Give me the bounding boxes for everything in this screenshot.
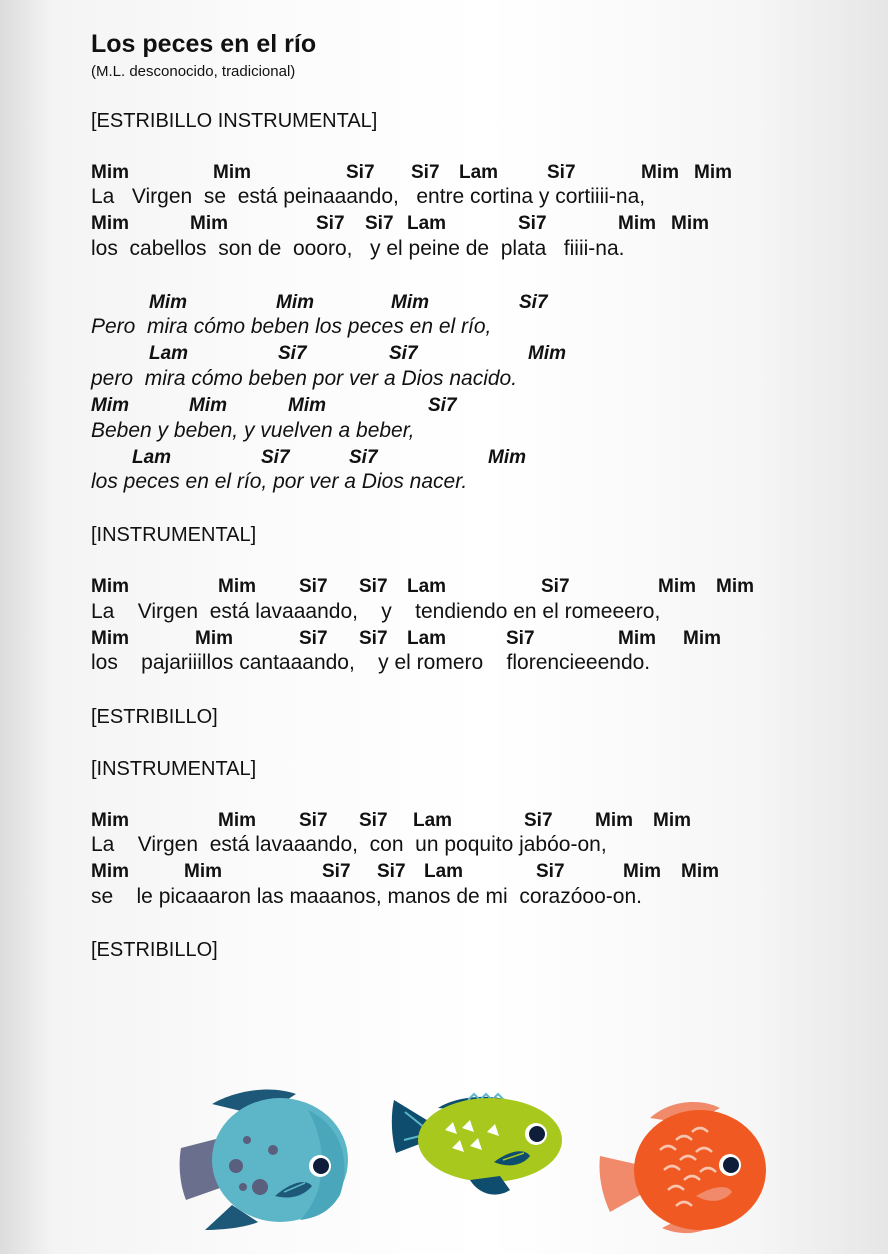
chord: Si7 — [359, 810, 388, 831]
verse1-lyric-1: La Virgen se está peinaaando, entre cortina y cortiiii-na, — [91, 185, 646, 208]
chord: Si7 — [261, 447, 290, 468]
chord: Mim — [91, 162, 129, 183]
chorus-lyric-1: Pero mira cómo beben los peces en el río, — [91, 315, 492, 338]
chord: Si7 — [346, 162, 375, 183]
verse2-chord-line-2 — [91, 628, 871, 650]
chord: Mim — [681, 861, 719, 882]
chord: Mim — [91, 861, 129, 882]
verse1-lyric-2: los cabellos son de oooro, y el peine de plata fiiii-na. — [91, 237, 625, 260]
chord: Mim — [641, 162, 679, 183]
section-instrumental: [INSTRUMENTAL] — [91, 524, 257, 546]
chord: Lam — [407, 576, 447, 597]
chorus-chord-line-4 — [91, 447, 871, 469]
chord: Si7 — [316, 213, 345, 234]
chord: Mim — [288, 395, 326, 416]
section-estribillo: [ESTRIBILLO] — [91, 706, 218, 728]
chord: Si7 — [506, 628, 535, 649]
verse2-chord-line-1 — [91, 576, 871, 598]
verse3-lyric-2: se le picaaaron las maaanos, manos de mi corazóoo-on. — [91, 885, 642, 908]
chorus-chord-line-3 — [91, 395, 871, 417]
green-fish-icon — [392, 1094, 562, 1195]
chorus-lyric-2: pero mira cómo beben por ver a Dios nacido. — [91, 367, 518, 390]
chorus-chord-line-1 — [91, 292, 871, 314]
chord: Si7 — [389, 343, 418, 364]
chord: Lam — [132, 447, 172, 468]
chord: Mim — [190, 213, 228, 234]
chord: Mim — [716, 576, 754, 597]
verse2-lyric-2: los pajariiillos cantaaando, y el romero florencieeendo. — [91, 651, 651, 674]
chorus-lyric-3: Beben y beben, y vuelven a beber, — [91, 419, 415, 442]
chord: Si7 — [377, 861, 406, 882]
chord: Mim — [91, 213, 129, 234]
chord: Si7 — [518, 213, 547, 234]
chord: Si7 — [536, 861, 565, 882]
section-estribillo-2: [ESTRIBILLO] — [91, 939, 218, 961]
chord: Si7 — [519, 292, 548, 313]
chord: Mim — [184, 861, 222, 882]
chord: Mim — [658, 576, 696, 597]
chord: Mim — [653, 810, 691, 831]
chord: Lam — [149, 343, 189, 364]
chord: Mim — [623, 861, 661, 882]
chord: Mim — [595, 810, 633, 831]
chord: Si7 — [365, 213, 394, 234]
chord: Lam — [407, 628, 447, 649]
song-subtitle: (M.L. desconocido, tradicional) — [91, 63, 296, 80]
orange-fish-icon — [599, 1102, 766, 1233]
chorus-chord-line-2 — [91, 343, 871, 365]
section-estribillo-instrumental: [ESTRIBILLO INSTRUMENTAL] — [91, 110, 378, 132]
chord: Si7 — [349, 447, 378, 468]
chord: Mim — [213, 162, 251, 183]
chord: Mim — [218, 576, 256, 597]
verse3-chord-line-1 — [91, 810, 871, 832]
chord: Si7 — [541, 576, 570, 597]
chord: Mim — [391, 292, 429, 313]
verse1-chord-line-1 — [91, 162, 871, 184]
chorus-lyric-4: los peces en el río, por ver a Dios nacer. — [91, 470, 468, 493]
verse2-lyric-1: La Virgen está lavaaando, y tendiendo en el romeeero, — [91, 600, 661, 623]
chord: Si7 — [411, 162, 440, 183]
chord: Lam — [413, 810, 453, 831]
chord: Mim — [618, 213, 656, 234]
chord: Mim — [91, 576, 129, 597]
chord: Mim — [189, 395, 227, 416]
section-instrumental-2: [INSTRUMENTAL] — [91, 758, 257, 780]
fish-illustration — [0, 1070, 888, 1254]
chord: Mim — [694, 162, 732, 183]
chord: Si7 — [278, 343, 307, 364]
chord: Lam — [407, 213, 447, 234]
chord: Si7 — [299, 810, 328, 831]
chord: Si7 — [524, 810, 553, 831]
chord: Mim — [528, 343, 566, 364]
chord: Mim — [671, 213, 709, 234]
chord: Si7 — [359, 576, 388, 597]
chord: Mim — [488, 447, 526, 468]
chord: Si7 — [359, 628, 388, 649]
chord: Si7 — [322, 861, 351, 882]
chord: Mim — [618, 628, 656, 649]
chord: Mim — [195, 628, 233, 649]
chord: Mim — [91, 395, 129, 416]
verse3-chord-line-2 — [91, 861, 871, 883]
verse3-lyric-1: La Virgen está lavaaando, con un poquito jabóo-on, — [91, 833, 607, 856]
chord: Si7 — [299, 576, 328, 597]
chord: Si7 — [428, 395, 457, 416]
verse1-chord-line-2 — [91, 213, 871, 235]
song-title: Los peces en el río — [91, 30, 317, 58]
blue-fish-icon — [180, 1089, 348, 1230]
chord: Mim — [218, 810, 256, 831]
chord: Si7 — [547, 162, 576, 183]
chord: Mim — [149, 292, 187, 313]
chord: Mim — [91, 628, 129, 649]
chord: Mim — [91, 810, 129, 831]
chord: Lam — [424, 861, 464, 882]
chord: Mim — [276, 292, 314, 313]
chord: Mim — [683, 628, 721, 649]
chord: Si7 — [299, 628, 328, 649]
chord: Lam — [459, 162, 499, 183]
